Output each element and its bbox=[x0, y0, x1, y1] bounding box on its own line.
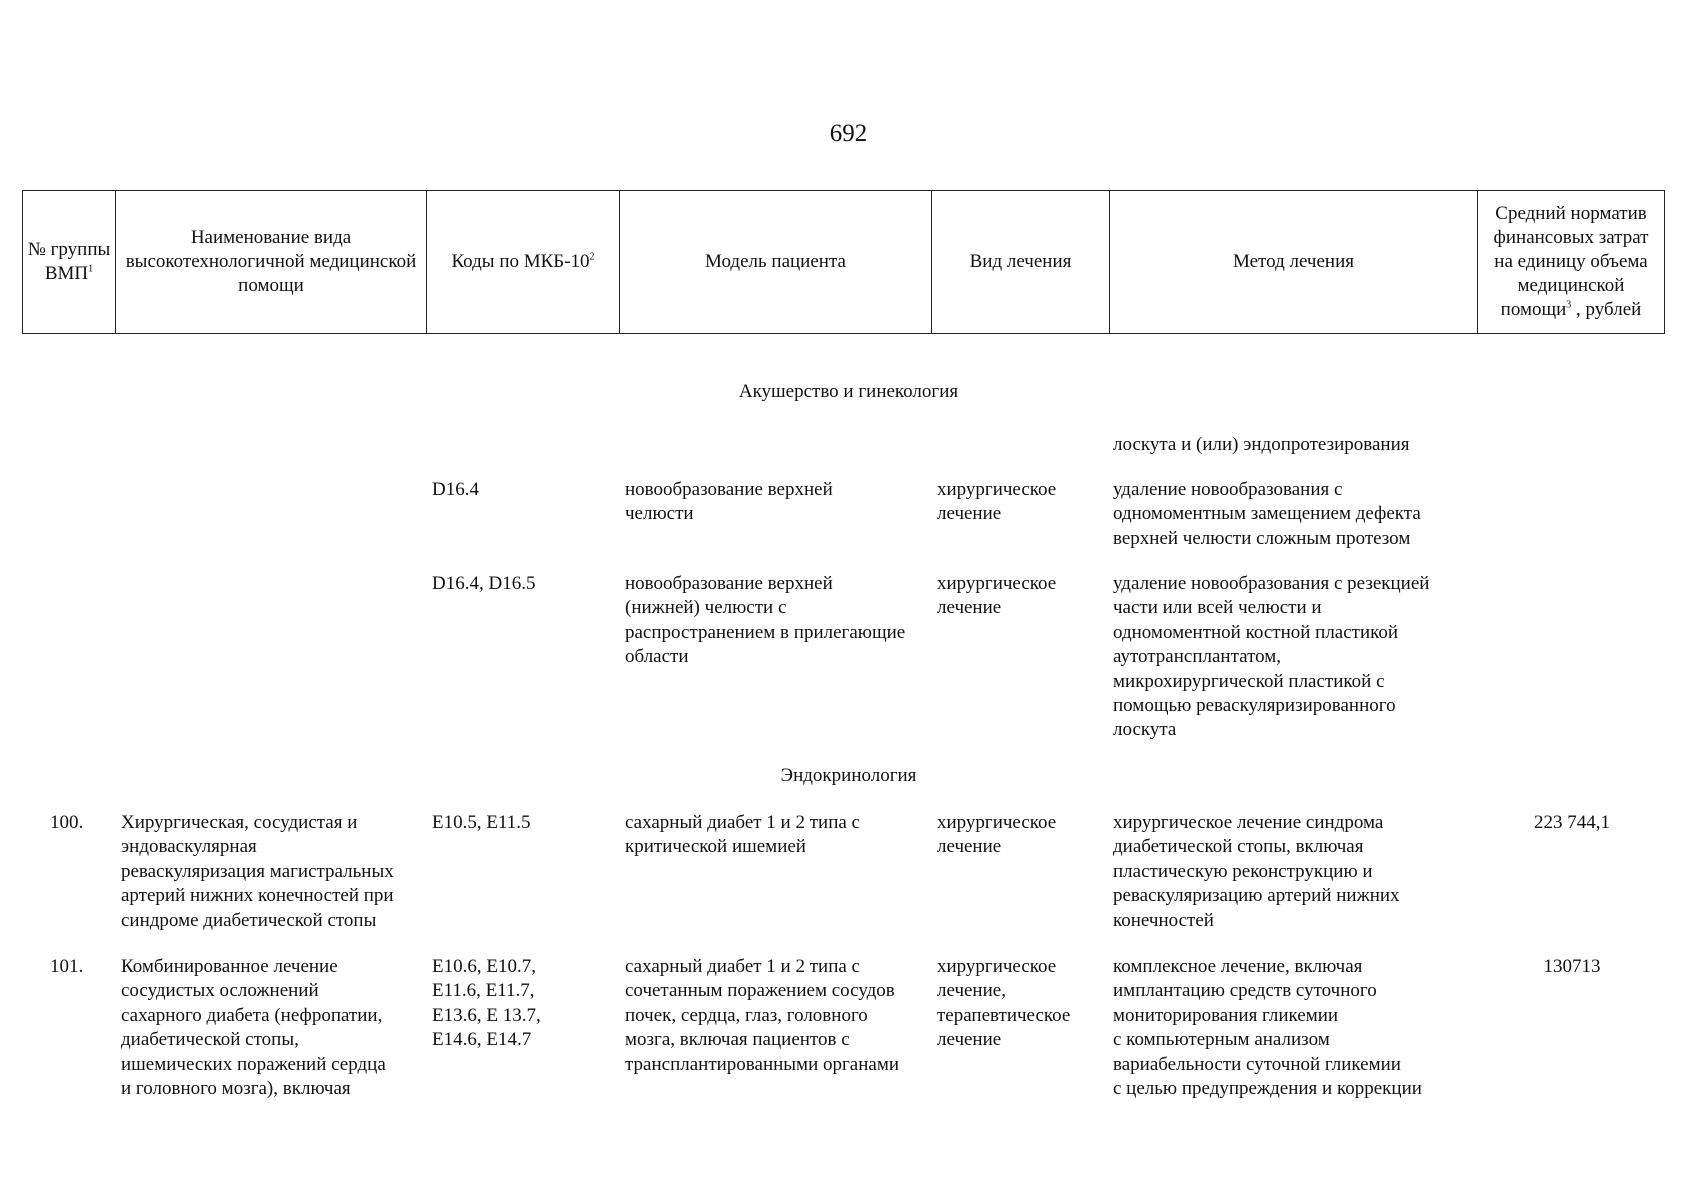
treatment-type-cell: хирургическое лечение bbox=[937, 812, 1057, 858]
page-number: 692 bbox=[829, 120, 868, 147]
header-icd-codes: Коды по МКБ-$10^2$ bbox=[427, 191, 620, 334]
icd-codes-cell: E10.5, E11.5 bbox=[432, 812, 531, 833]
average-cost-cell: 130713 bbox=[1543, 956, 1601, 977]
header-care-name: Наименование вида высокотехнологичной медицинской помощи bbox=[116, 191, 427, 334]
icd-codes-cell: E10.6, E10.7, E11.6, E11.7, E13.6, E 13.7, E14.6, E14.7 bbox=[432, 956, 541, 1051]
method-cell: удаление новообразования с одномоментным замещением дефекта верхней челюсти сложным протезом bbox=[1113, 479, 1421, 549]
patient-model-cell: новообразование верхней (нижней) челюсти с распространением в прилегающие области bbox=[625, 573, 906, 668]
header-group-number: № группы ВМП$^1$ bbox=[23, 191, 116, 334]
section-title-endocrinology: Эндокринология bbox=[780, 765, 917, 786]
method-cell: комплексное лечение, включая имплантацию средств суточного мониторирования гликемии с компьютерным анализом вариабельности суточной гликемии с целью предупреждения и коррекции bbox=[1113, 956, 1422, 1100]
section-title-obstetrics: Акушерство и гинекология bbox=[738, 381, 959, 402]
average-cost-cell: 223 744,1 bbox=[1534, 812, 1610, 833]
treatment-type-cell: хирургическое лечение, терапевтическое лечение bbox=[937, 956, 1071, 1051]
header-average-cost: Средний норматив финансовых затрат на единицу объема медицинской помощи$^3$ , рублей bbox=[1478, 191, 1665, 334]
icd-codes-cell: D16.4 bbox=[432, 479, 479, 500]
care-name-cell: Хирургическая, сосудистая и эндоваскулярная реваскуляризация магистральных артерий нижних конечностей при синдроме диабетической стопы bbox=[121, 812, 394, 931]
method-cell: лоскута и (или) эндопротезирования bbox=[1113, 434, 1410, 455]
table-header bbox=[22, 190, 1665, 334]
icd-codes-cell: D16.4, D16.5 bbox=[432, 573, 536, 594]
patient-model-cell: новообразование верхней челюсти bbox=[625, 479, 833, 525]
patient-model-cell: сахарный диабет 1 и 2 типа с критической ишемией bbox=[625, 812, 860, 858]
care-name-cell: Комбинированное лечение сосудистых осложнений сахарного диабета (нефропатии, диабетической стопы, ишемических поражений сердца и головного мозга), включая bbox=[121, 956, 386, 1100]
group-number-cell: 101. bbox=[50, 956, 84, 977]
patient-model-cell: сахарный диабет 1 и 2 типа с сочетанным поражением сосудов почек, сердца, глаз, головного мозга, включая пациентов с трансплантированными органами bbox=[625, 956, 900, 1075]
method-cell: хирургическое лечение синдрома диабетической стопы, включая пластическую реконструкцию и реваскуляризацию артерий нижних конечностей bbox=[1113, 812, 1400, 931]
treatment-type-cell: хирургическое лечение bbox=[937, 573, 1057, 619]
header-patient-model: Модель пациента bbox=[620, 191, 932, 334]
header-treatment-type: Вид лечения bbox=[932, 191, 1110, 334]
treatment-type-cell: хирургическое лечение bbox=[937, 479, 1057, 525]
group-number-cell: 100. bbox=[50, 812, 84, 833]
header-treatment-method: Метод лечения bbox=[1110, 191, 1478, 334]
method-cell: удаление новообразования с резекцией части или всей челюсти и одномоментной костной пластикой аутотрансплантатом, микрохирургической пластикой с помощью реваскуляризированного лоскута bbox=[1113, 573, 1430, 741]
